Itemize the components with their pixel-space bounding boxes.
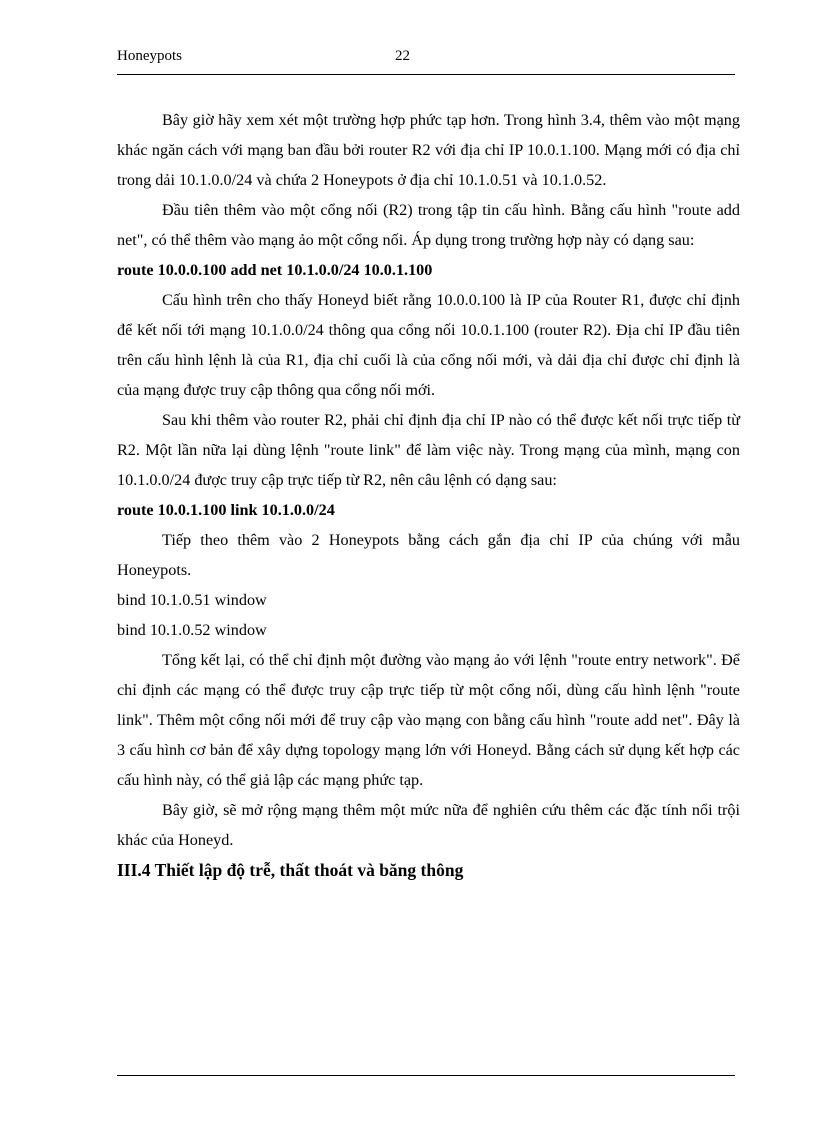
paragraph-1: Bây giờ hãy xem xét một trường hợp phức tạp hơn. Trong hình 3.4, thêm vào một mạng khác ngăn cách với mạng ban đầu bởi router R2 với địa chỉ IP 10.0.1.100. Mạng mới có địa chỉ trong dải 10.1.0.0/24 và chứa 2 Honeypots ở địa chỉ 10.1.0.51 và 10.1.0.52. [117, 111, 740, 189]
page-header [117, 46, 735, 76]
paragraph-3: Cấu hình trên cho thấy Honeyd biết rằng 10.0.0.100 là IP của Router R1, được chỉ định để kết nối tới mạng 10.1.0.0/24 thông qua cổng nối 10.0.1.100 (router R2). Địa chỉ IP đầu tiên trên cấu hình lệnh là của R1, địa chỉ cuối là của cổng nối mới, và dải địa chỉ được chỉ định là của mạng được truy cập thông qua cổng nối mới. [117, 291, 740, 399]
page-number: 22 [395, 48, 410, 64]
header-rule [117, 74, 735, 75]
command-bind-1: bind 10.1.0.51 window [117, 591, 267, 609]
page-content [117, 105, 740, 885]
footer-rule [117, 1075, 735, 1076]
command-bind-2: bind 10.1.0.52 window [117, 621, 267, 639]
paragraph-5: Tiếp theo thêm vào 2 Honeypots bằng cách gắn địa chỉ IP của chúng với mẫu Honeypots. [117, 531, 740, 579]
paragraph-2: Đầu tiên thêm vào một cổng nối (R2) trong tập tin cấu hình. Bằng cấu hình "route add net", có thể thêm vào mạng ảo một cổng nối. Áp dụng trong trường hợp này có dạng sau: [117, 201, 740, 249]
command-route-add-net: route 10.0.0.100 add net 10.1.0.0/24 10.0.1.100 [117, 261, 433, 279]
command-route-link: route 10.0.1.100 link 10.1.0.0/24 [117, 501, 335, 519]
paragraph-4: Sau khi thêm vào router R2, phải chỉ định địa chỉ IP nào có thể được kết nối trực tiếp từ R2. Một lần nữa lại dùng lệnh "route link" để làm việc này. Trong mạng của mình, mạng con 10.1.0.0/24 được truy cập trực tiếp từ R2, nên câu lệnh có dạng sau: [117, 411, 740, 489]
section-heading: III.4 Thiết lập độ trễ, thất thoát và băng thông [117, 860, 464, 880]
header-title: Honeypots [117, 48, 182, 64]
paragraph-7: Bây giờ, sẽ mở rộng mạng thêm một mức nữa để nghiên cứu thêm các đặc tính nổi trội khác của Honeyd. [117, 801, 740, 849]
paragraph-6: Tổng kết lại, có thể chỉ định một đường vào mạng ảo với lệnh "route entry network". Để chỉ định các mạng có thể được truy cập trực tiếp từ một cổng nối, dùng cấu hình lệnh "route link". Thêm một cổng nối mới để truy cập vào mạng con bằng cấu hình "route add net". Đây là 3 cấu hình cơ bản để xây dựng topology mạng lớn với Honeyd. Bằng cách sử dụng kết hợp các cấu hình này, có thể giả lập các mạng phức tạp. [117, 651, 740, 789]
